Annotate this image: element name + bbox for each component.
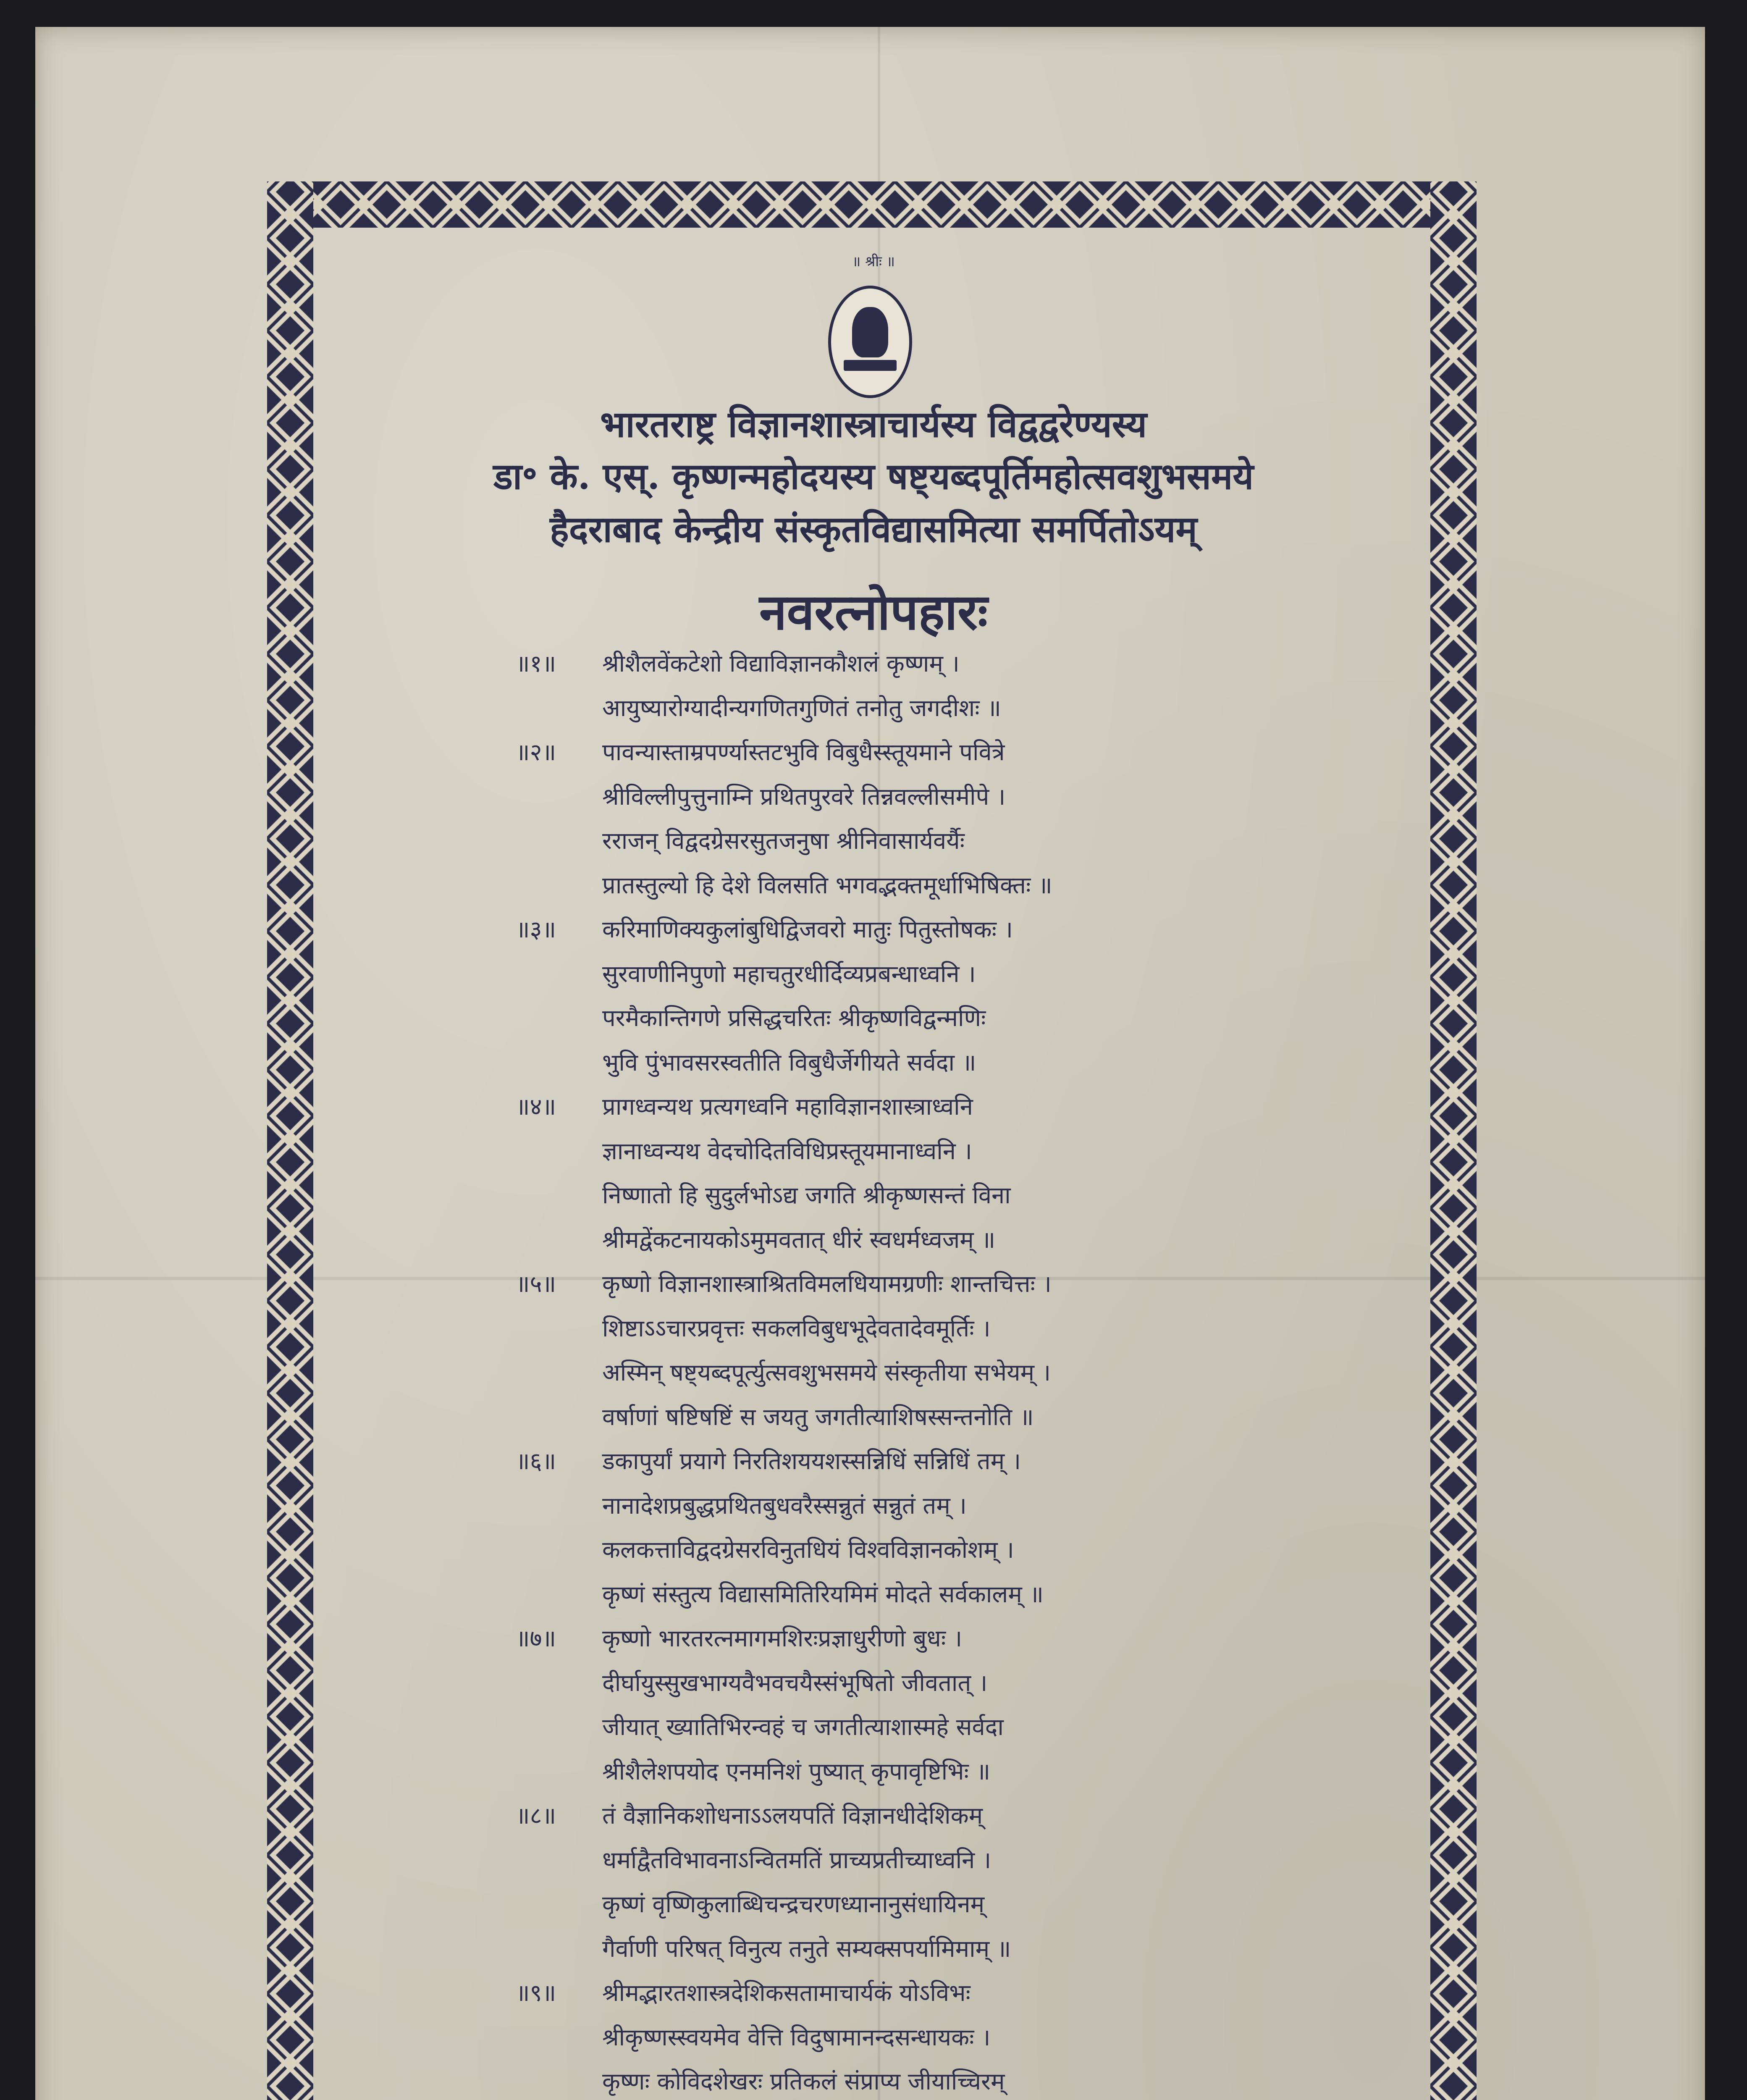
verse-line bbox=[516, 1750, 1230, 1794]
verse-text: करिमाणिक्यकुलांबुधिद्विजवरो मातुः पितुस्तोषकः । bbox=[602, 916, 1013, 943]
verse-number: ॥२॥ bbox=[516, 739, 556, 766]
verse-text: कृष्णः कोविदशेखरः प्रतिकलं संप्राप्य जीयाच्चिरम् bbox=[602, 2068, 1005, 2095]
verse-text: ज्ञानाध्वन्यथ वेदचोदितविधिप्रस्तूयमानाध्वनि । bbox=[602, 1137, 972, 1165]
verse-line bbox=[516, 1971, 1230, 2016]
document-title: नवरत्नोपहारः bbox=[759, 583, 988, 641]
verse-text: श्रीविल्लीपुत्तुनाम्नि प्रथितपुरवरे तिन्नवल्लीसमीपे । bbox=[602, 783, 1006, 811]
verse-line bbox=[516, 2016, 1230, 2060]
verse-text: श्रीकृष्णस्स्वयमेव वेत्ति विदुषामानन्दसन्धायकः । bbox=[602, 2024, 991, 2051]
verse-number: ॥३॥ bbox=[516, 916, 556, 943]
verse-text: शिष्टाऽऽचारप्रवृत्तः सकलविबुधभूदेवतादेवमूर्तिः । bbox=[602, 1315, 991, 1342]
verse-line bbox=[516, 1661, 1230, 1706]
verse-number: ॥८॥ bbox=[516, 1802, 556, 1830]
verse-text: डकापुर्यां प्रयागे निरतिशययशस्सन्निधिं सन्निधिं तम् । bbox=[602, 1448, 1021, 1475]
verse-text: कृष्णं वृष्णिकुलाब्धिचन्द्रचरणध्यानानुसंधायिनम् bbox=[602, 1891, 985, 1918]
verse-text: कृष्णो भारतरत्नमागमशिरःप्रज्ञाधुरीणो बुधः । bbox=[602, 1625, 963, 1652]
verse-number: ॥१॥ bbox=[516, 650, 556, 677]
verse-text: पावन्यास्ताम्रपर्ण्यास्तटभुवि विबुधैस्स्तूयमाने पवित्रे bbox=[602, 739, 1005, 766]
verse-line bbox=[516, 1484, 1230, 1528]
verse-line bbox=[516, 1395, 1230, 1440]
verse-line bbox=[516, 1173, 1230, 1218]
verse-text: भुवि पुंभावसरस्वतीति विबुधैर्जेगीयते सर्वदा ॥ bbox=[602, 1049, 976, 1076]
verse-line bbox=[516, 819, 1230, 864]
verse-number: ॥७॥ bbox=[516, 1625, 556, 1652]
verse-text: कलकत्ताविद्वदग्रेसरविनुतधियं विश्वविज्ञानकोशम् । bbox=[602, 1536, 1014, 1564]
lakshmi-emblem-icon bbox=[828, 286, 912, 398]
verse-line bbox=[516, 1617, 1230, 1661]
verse-line bbox=[516, 1794, 1230, 1838]
verse-line bbox=[516, 686, 1230, 731]
verse-line bbox=[516, 1927, 1230, 1971]
verse-line bbox=[516, 908, 1230, 952]
verse-text: वर्षाणां षष्टिषष्टिं स जयतु जगतीत्याशिषस्सन्तनोति ॥ bbox=[602, 1403, 1034, 1431]
verse-line bbox=[516, 1262, 1230, 1307]
verse-text: आयुष्यारोग्यादीन्यगणितगुणितं तनोतु जगदीशः ॥ bbox=[602, 694, 1001, 722]
shri-invocation: ॥ श्रीः ॥ bbox=[852, 253, 895, 270]
verse-text: श्रीमद्वेंकटनायकोऽमुमवतात् धीरं स्वधर्मध्वजम् ॥ bbox=[602, 1226, 996, 1254]
verse-line bbox=[516, 1705, 1230, 1750]
verse-text: प्रातस्तुल्यो हि देशे विलसति भगवद्भक्तमूर्धाभिषिक्तः ॥ bbox=[602, 872, 1052, 899]
verse-line bbox=[516, 642, 1230, 686]
verse-text: परमैकान्तिगणे प्रसिद्धचरितः श्रीकृष्णविद्वन्मणिः bbox=[602, 1005, 986, 1032]
verse-line bbox=[516, 864, 1230, 908]
verse-number: ॥९॥ bbox=[516, 1979, 556, 2007]
verse-text: गैर्वाणी परिषत् विनुत्य तनुते सम्यक्सपर्यामिमाम् ॥ bbox=[602, 1935, 1011, 1963]
heading-line-2: डा॰ के. एस्. कृष्णन्महोदयस्य षष्ट्यब्दपूर्तिमहोत्सवशुभसमये bbox=[493, 455, 1254, 498]
heading-line-3: हैदराबाद केन्द्रीय संस्कृतविद्यासमित्या समर्पितोऽयम् bbox=[550, 508, 1197, 551]
verse-line bbox=[516, 1838, 1230, 1883]
verse-text: निष्णातो हि सुदुर्लभोऽद्य जगति श्रीकृष्णसन्तं विना bbox=[602, 1182, 1011, 1209]
border-top bbox=[267, 181, 1477, 228]
verse-text: दीर्घायुस्सुखभाग्यवैभवचयैस्संभूषितो जीवतात् । bbox=[602, 1669, 988, 1697]
verse-text: धर्माद्वैतविभावनाऽन्वितमतिं प्राच्यप्रतीच्याध्वनि । bbox=[602, 1846, 992, 1874]
verse-line bbox=[516, 1882, 1230, 1927]
verse-list bbox=[516, 642, 1230, 2100]
verse-number: ॥६॥ bbox=[516, 1448, 556, 1475]
verse-text: श्रीशैलेशपयोद एनमनिशं पुष्यात् कृपावृष्टिभिः ॥ bbox=[602, 1758, 991, 1785]
verse-text: जीयात् ख्यातिभिरन्वहं च जगतीत्याशास्महे सर्वदा bbox=[602, 1714, 1004, 1741]
verse-text: कृष्णो विज्ञानशास्त्राश्रितविमलधियामग्रणीः शान्तचित्तः । bbox=[602, 1270, 1052, 1298]
verse-line bbox=[516, 1528, 1230, 1572]
verse-line bbox=[516, 1572, 1230, 1617]
verse-text: कृष्णं संस्तुत्य विद्यासमितिरियमिमं मोदते सर्वकालम् ॥ bbox=[602, 1580, 1044, 1608]
verse-text: नानादेशप्रबुद्धप्रथितबुधवरैस्सन्नुतं सन्नुतं तम् । bbox=[602, 1492, 967, 1520]
verse-line bbox=[516, 1085, 1230, 1129]
verse-line bbox=[516, 1218, 1230, 1263]
verse-text: श्रीशैलवेंकटेशो विद्याविज्ञानकौशलं कृष्णम् । bbox=[602, 650, 960, 677]
verse-number: ॥४॥ bbox=[516, 1093, 556, 1121]
verse-line bbox=[516, 1439, 1230, 1484]
verse-text: रराजन् विद्वदग्रेसरसुतजनुषा श्रीनिवासार्यवर्यैः bbox=[602, 827, 965, 855]
verse-text: प्रागध्वन्यथ प्रत्यगध्वनि महाविज्ञानशास्त्राध्वनि bbox=[602, 1093, 973, 1121]
verse-line bbox=[516, 952, 1230, 997]
verse-line bbox=[516, 1351, 1230, 1395]
verse-text: तं वैज्ञानिकशोधनाऽऽलयपतिं विज्ञानधीदेशिकम् bbox=[602, 1802, 983, 1830]
verse-text: श्रीमद्भारतशास्त्रदेशिकसतामाचार्यकं योऽविभः bbox=[602, 1979, 971, 2007]
verse-line bbox=[516, 996, 1230, 1041]
verse-text: सुरवाणीनिपुणो महाचतुरधीर्दिव्यप्रबन्धाध्वनि । bbox=[602, 960, 976, 988]
verse-line bbox=[516, 730, 1230, 775]
heading-line-1: भारतराष्ट्र विज्ञानशास्त्राचार्यस्य विद्वद्वरेण्यस्य bbox=[600, 403, 1147, 446]
verse-text: अस्मिन् षष्ट्यब्दपूर्त्युत्सवशुभसमये संस्कृतीया सभेयम् । bbox=[602, 1359, 1051, 1386]
verse-number: ॥५॥ bbox=[516, 1270, 556, 1298]
verse-line bbox=[516, 2060, 1230, 2100]
verse-line bbox=[516, 775, 1230, 819]
verse-line bbox=[516, 1041, 1230, 1085]
verse-line bbox=[516, 1307, 1230, 1351]
verse-line bbox=[516, 1129, 1230, 1174]
